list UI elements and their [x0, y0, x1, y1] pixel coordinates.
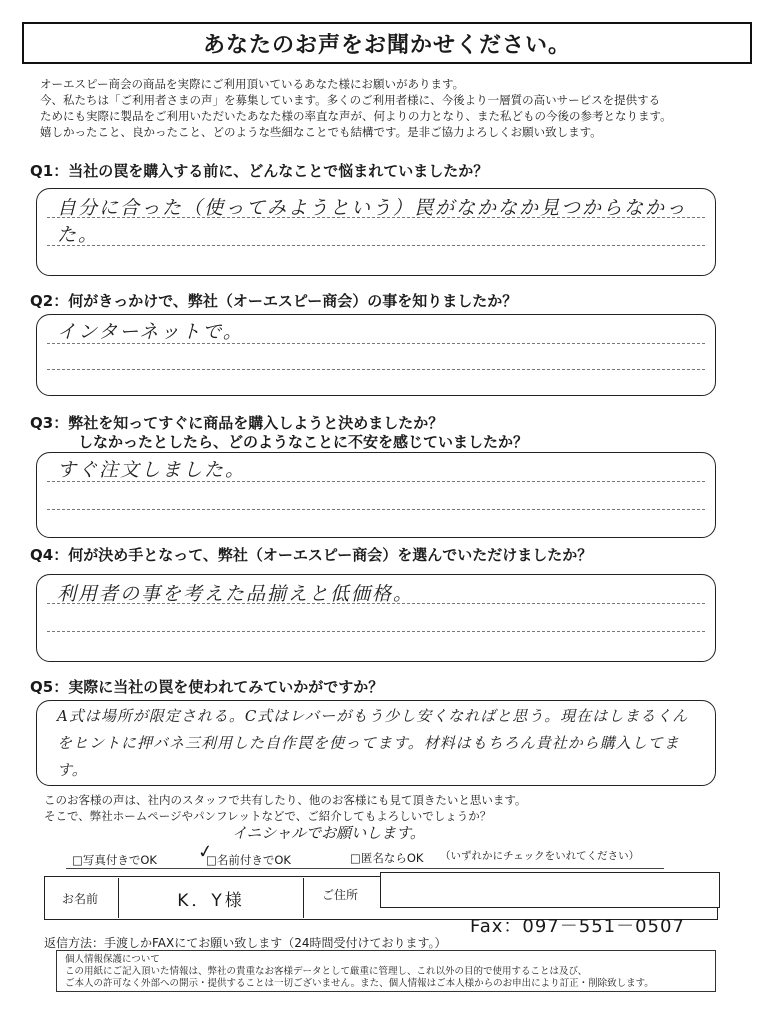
address-label: ご住所	[322, 888, 359, 902]
question-5-answer-box[interactable]	[36, 700, 716, 786]
consent-note-2: そこで、弊社ホームページやパンフレットなどで、ご紹介してもよろしいでしょうか？	[44, 809, 492, 823]
question-4-label: Q4：何が決め手となって、弊社（オーエスピー商会）を選んでいただけましたか？	[30, 546, 593, 564]
question-1-answer: 自分に合った（使ってみようという）罠がなかなか見つからなかった。	[57, 197, 688, 246]
question-3-label-line2: しなかったとしたら、どのようなことに不安を感じていましたか？	[78, 433, 529, 451]
handwritten-initials-note: イニシャルでお願いします。	[232, 824, 425, 842]
question-3-answer-box[interactable]	[36, 452, 716, 538]
intro-line: ためにも実際に製品をご利用いただいたあなた様の率直な声が、何よりの力となり、また私どもの今後の参考となります。	[40, 109, 672, 123]
question-2-answer: インターネットで。	[57, 321, 244, 343]
privacy-line: ご本人の許可なく外部への開示・提供することは一切ございません。また、個人情報はご本人様からのお申出により訂正・削除致します。	[65, 978, 654, 989]
intro-line: オーエスピー商会の商品を実際にご利用頂いているあなた様にお願いがあります。	[40, 77, 465, 91]
form-title: あなたのお声をお聞かせください。	[22, 22, 752, 64]
name-label: お名前	[62, 892, 99, 906]
question-2-label: Q2：何がきっかけで、弊社（オーエスピー商会）の事を知りましたか？	[30, 292, 518, 310]
consent-note-1: このお客様の声は、社内のスタッフで共有したり、他のお客様にも見て頂きたいと思います。	[44, 793, 527, 807]
question-1-answer-box[interactable]	[36, 188, 716, 276]
divider	[66, 868, 664, 869]
privacy-title: 個人情報保護について	[65, 954, 160, 965]
question-1-label: Q1：当社の罠を購入する前に、どんなことで悩まれていましたか？	[30, 162, 489, 180]
name-field[interactable]: K．Y様	[118, 878, 304, 918]
question-4-answer-box[interactable]	[36, 574, 716, 662]
return-method: 返信方法：手渡しかFAXにてお願い致します（24時間受付けております。）	[44, 936, 447, 950]
question-2-answer-box[interactable]	[36, 314, 716, 396]
intro-line: 嬉しかったこと、良かったこと、どのような些細なことでも結構です。是非ご協力よろしくお願い致します。	[40, 125, 602, 139]
question-3-answer: すぐ注文しました。	[57, 459, 247, 481]
fax-number: Fax：097－551－0507	[470, 916, 685, 937]
name-ok-checkbox[interactable]: □名前付きでOK	[206, 853, 291, 867]
privacy-line: この用紙にご記入頂いた情報は、弊社の貴重なお客様データとして厳重に管理し、これ以外の目的で使用することは及び、	[65, 966, 588, 977]
question-4-answer: 利用者の事を考えた品揃えと低価格。	[57, 583, 415, 605]
anonymous-ok-checkbox[interactable]: □匿名ならOK	[350, 851, 424, 865]
check-mark-icon: ✓	[196, 840, 215, 864]
intro-line: 今、私たちは「ご利用者さまの声」を募集しています。多くのご利用者様に、今後より一層質の高いサービスを提供する	[40, 93, 661, 107]
intro-text	[40, 76, 740, 140]
privacy-notice	[56, 950, 716, 992]
address-field[interactable]	[380, 872, 720, 908]
question-5-label: Q5：実際に当社の罠を使われてみていかがですか？	[30, 678, 384, 696]
photo-ok-checkbox[interactable]: □写真付きでOK	[72, 853, 157, 867]
checkbox-hint: （いずれかにチェックをいれてください）	[440, 850, 640, 862]
question-3-label: Q3：弊社を知ってすぐに商品を購入しようと決めましたか？	[30, 414, 444, 432]
question-5-answer: A式は場所が限定される。C式はレバーがもう少し安くなればと思う。現在はしまるくんをヒントに押バネ三利用した自作罠を使ってます。材料はもちろん貴社から購入してます。	[57, 707, 689, 779]
